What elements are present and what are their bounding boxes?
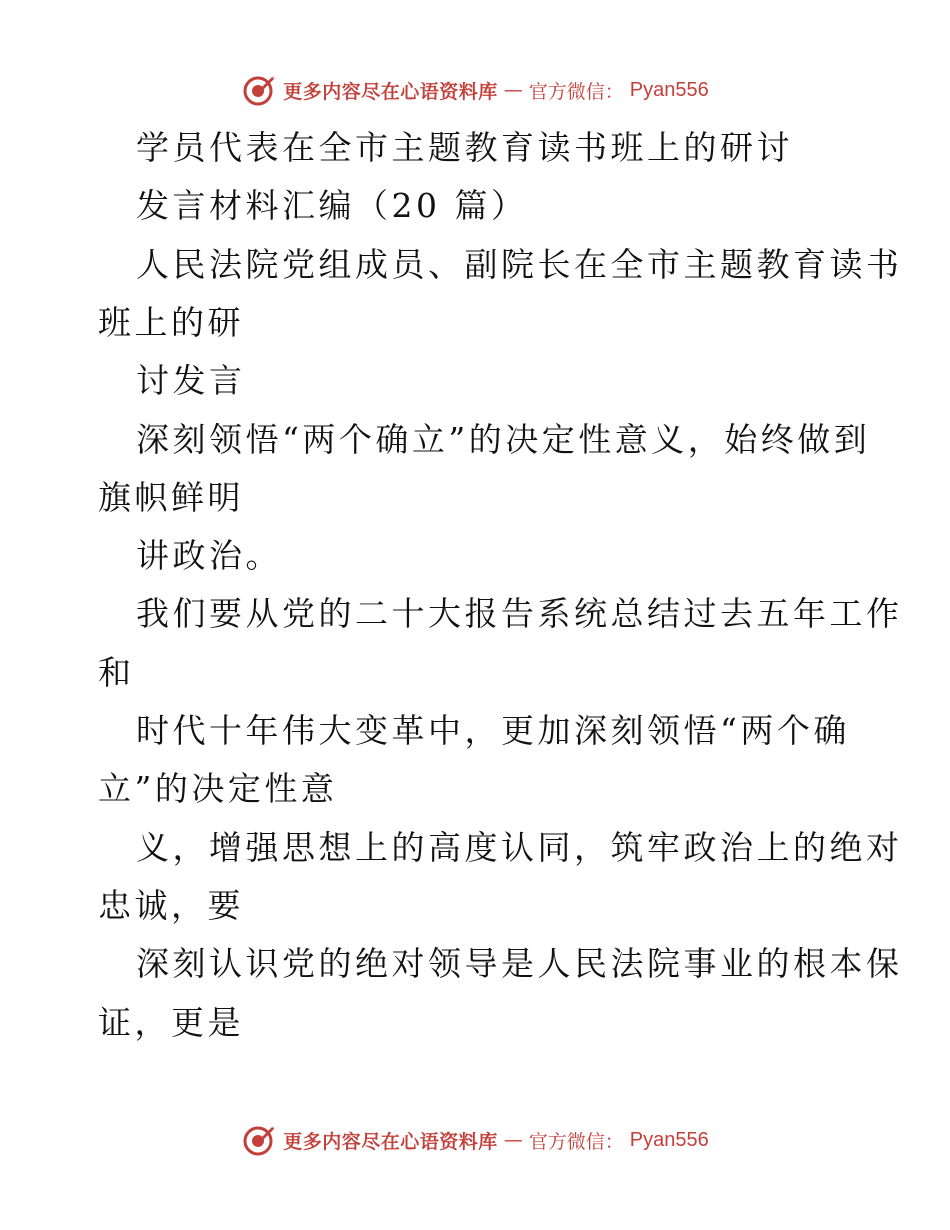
doc-line: 我们要从党的二十大报告系统总结过去五年工作 bbox=[136, 594, 903, 633]
doc-line: 立”的决定性意 bbox=[98, 769, 338, 808]
doc-line: 讨发言 bbox=[136, 361, 246, 400]
doc-line: 深刻认识党的绝对领导是人民法院事业的根本保 bbox=[136, 944, 903, 983]
doc-line: 讲政治。 bbox=[136, 536, 282, 575]
banner-slogan: 更多内容尽在心语资料库 bbox=[283, 80, 498, 103]
footer-banner bbox=[0, 1120, 950, 1160]
banner-wechat-label: 官方微信： bbox=[528, 1130, 624, 1153]
header-banner bbox=[0, 70, 950, 110]
doc-title-line-1: 学员代表在全市主题教育读书班上的研讨 bbox=[136, 128, 793, 167]
doc-line: 时代十年伟大变革中，更加深刻领悟“两个确 bbox=[136, 711, 850, 750]
doc-line: 人民法院党组成员、副院长在全市主题教育读书 bbox=[136, 245, 903, 284]
doc-line: 旗帜鲜明 bbox=[98, 478, 244, 517]
banner-separator: — bbox=[503, 1129, 523, 1151]
pen-logo-icon bbox=[241, 1122, 277, 1158]
banner-separator: — bbox=[503, 79, 523, 101]
doc-line: 义，增强思想上的高度认同，筑牢政治上的绝对 bbox=[136, 828, 903, 867]
doc-line: 班上的研 bbox=[98, 303, 244, 342]
banner-slogan: 更多内容尽在心语资料库 bbox=[283, 1130, 498, 1153]
doc-title-line-2: 发言材料汇编（20 篇） bbox=[136, 186, 528, 225]
doc-line: 深刻领悟“两个确立”的决定性意义，始终做到 bbox=[136, 420, 871, 459]
doc-line: 忠诚，要 bbox=[98, 886, 244, 925]
banner-wechat-id: Pyan556 bbox=[629, 78, 709, 101]
doc-line: 和 bbox=[98, 653, 135, 692]
banner-wechat-label: 官方微信： bbox=[528, 80, 624, 103]
banner-wechat-id: Pyan556 bbox=[629, 1128, 709, 1151]
doc-line: 证，更是 bbox=[98, 1003, 244, 1042]
pen-logo-icon bbox=[241, 72, 277, 108]
